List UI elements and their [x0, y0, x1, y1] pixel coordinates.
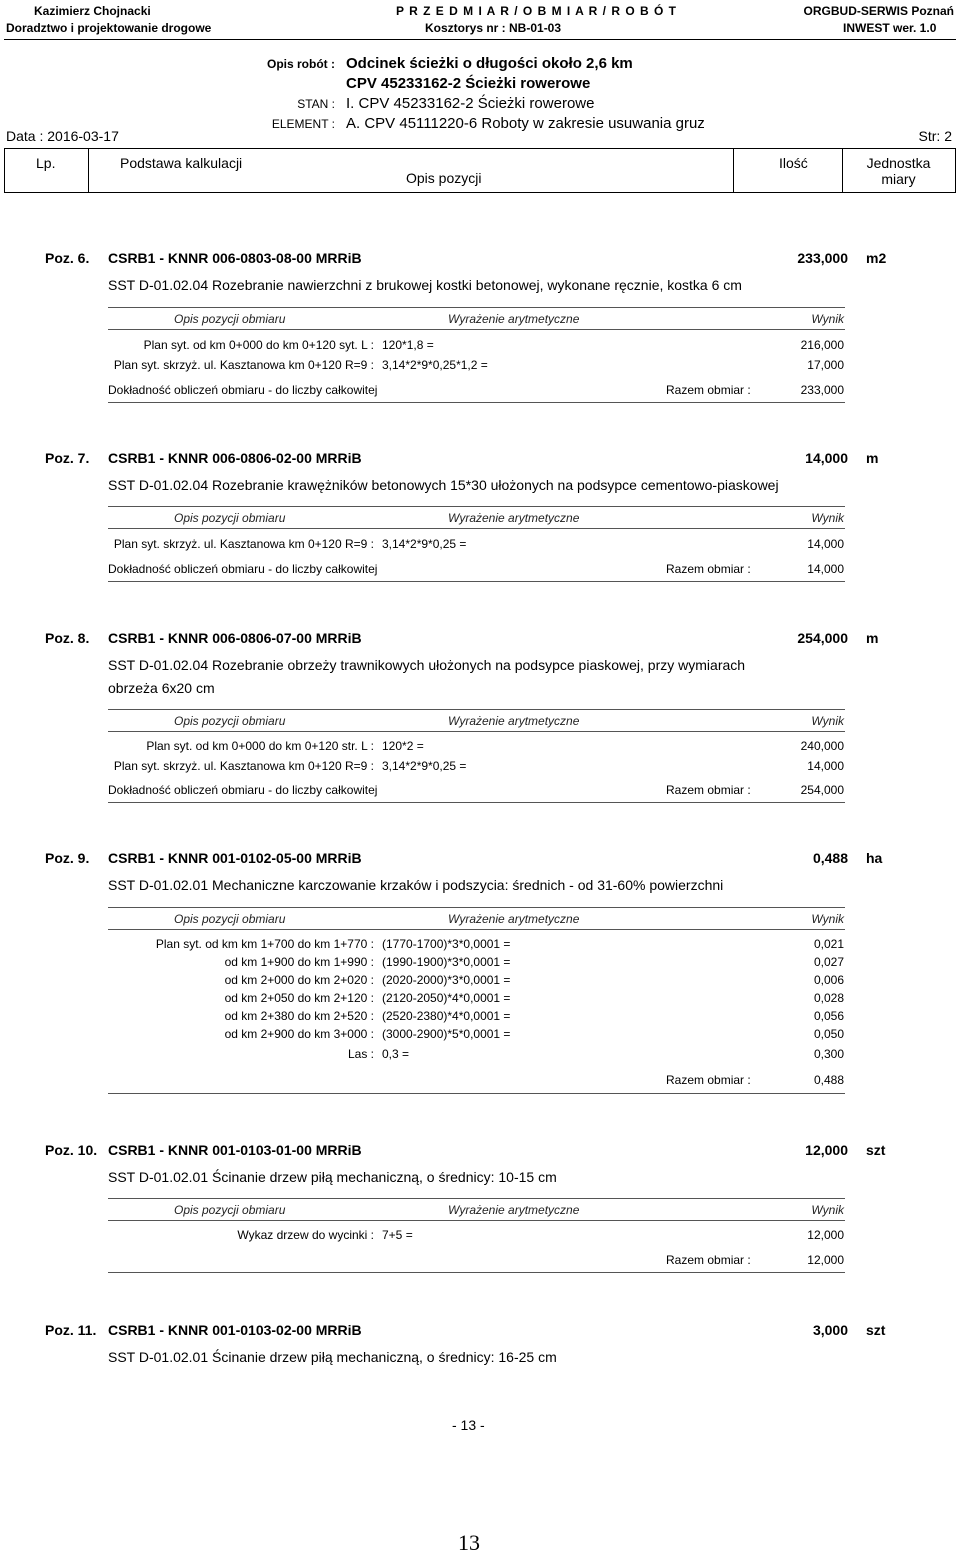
position-number: Poz. 6. [45, 250, 90, 266]
opis-robot-line2: CPV 45233162-2 Ścieżki rowerowe [346, 75, 591, 92]
column-divider [733, 148, 734, 192]
subheader-wyrazenie: Wyrażenie arytmetyczne [448, 912, 580, 926]
total-label: Razem obmiar : [666, 783, 751, 797]
subheader-opis: Opis pozycji obmiaru [174, 912, 286, 926]
subheader-wyrazenie: Wyrażenie arytmetyczne [448, 312, 580, 326]
columns-top-rule [4, 148, 956, 149]
position-description: SST D-01.02.04 Rozebranie nawierzchni z brukowej kostki betonowej, wykonane ręcznie, kostka 6 cm [108, 277, 742, 293]
column-divider [4, 148, 5, 192]
column-opis: Opis pozycji [406, 170, 482, 186]
position-quantity: 254,000 [797, 630, 848, 646]
estimate-number: Kosztorys nr : NB-01-03 [425, 21, 562, 35]
subheader-bottom-rule [108, 731, 845, 732]
position-code: CSRB1 - KNNR 001-0102-05-00 MRRiB [108, 850, 362, 866]
measurement-result: 0,050 [813, 1027, 844, 1041]
measurement-label: od km 2+380 do km 2+520 : [224, 1009, 374, 1023]
opis-robot-line1: Odcinek ścieżki o długości około 2,6 km [346, 55, 633, 72]
total-label: Razem obmiar : [666, 383, 751, 397]
position-code: CSRB1 - KNNR 006-0803-08-00 MRRiB [108, 250, 362, 266]
software-vendor: ORGBUD-SERWIS Poznań [803, 4, 954, 18]
subheader-wynik: Wynik [811, 912, 844, 926]
stan-label: STAN : [297, 97, 335, 111]
subheader-opis: Opis pozycji obmiaru [174, 1203, 286, 1217]
total-rule [108, 402, 845, 403]
measurement-expression: 3,14*2*9*0,25 = [382, 537, 467, 551]
measurement-result: 0,300 [813, 1047, 844, 1061]
position-quantity: 14,000 [805, 450, 848, 466]
position-quantity: 233,000 [797, 250, 848, 266]
measurement-result: 12,000 [807, 1228, 844, 1242]
page-label: Str: 2 [918, 128, 952, 144]
measurement-expression: (2520-2380)*4*0,0001 = [382, 1009, 511, 1023]
subheader-bottom-rule [108, 929, 845, 930]
position-unit: m [866, 450, 879, 466]
measurement-expression: 0,3 = [382, 1047, 410, 1061]
total-label: Razem obmiar : [666, 562, 751, 576]
total-label: Razem obmiar : [666, 1253, 751, 1267]
subheader-top-rule [108, 1198, 845, 1199]
position-number: Poz. 9. [45, 850, 90, 866]
position-quantity: 3,000 [812, 1322, 848, 1338]
measurement-label: Plan syt. od km 0+000 do km 0+120 str. L : [146, 739, 374, 753]
subheader-bottom-rule [108, 329, 845, 330]
total-rule [108, 1093, 845, 1094]
total-label: Razem obmiar : [666, 1073, 751, 1087]
total-value: 0,488 [813, 1073, 844, 1087]
position-description: SST D-01.02.04 Rozebranie obrzeży trawnikowych ułożonych na podsypce piaskowej, przy wymiarach [108, 657, 746, 673]
page-number: 13 [458, 1530, 480, 1555]
element-value: A. CPV 45111220-6 Roboty w zakresie usuwania gruz [346, 115, 705, 132]
measurement-expression: 7+5 = [382, 1228, 413, 1242]
position-code: CSRB1 - KNNR 006-0806-02-00 MRRiB [108, 450, 362, 466]
subheader-wynik: Wynik [811, 312, 844, 326]
position-unit: ha [866, 850, 883, 866]
column-lp: Lp. [36, 155, 56, 171]
position-code: CSRB1 - KNNR 006-0806-07-00 MRRiB [108, 630, 362, 646]
measurement-label: od km 2+900 do km 3+000 : [224, 1027, 374, 1041]
position-description: SST D-01.02.01 Mechaniczne karczowanie krzaków i podszycia: średnich - od 31-60% powierzchni [108, 877, 724, 893]
position-code: CSRB1 - KNNR 001-0103-01-00 MRRiB [108, 1142, 362, 1158]
position-number: Poz. 10. [45, 1142, 98, 1158]
position-description: SST D-01.02.01 Ścinanie drzew piłą mechaniczną, o średnicy: 16-25 cm [108, 1349, 557, 1365]
measurement-result: 0,021 [813, 937, 844, 951]
total-rule [108, 1272, 845, 1273]
measurement-result: 17,000 [807, 358, 844, 372]
position-code: CSRB1 - KNNR 001-0103-02-00 MRRiB [108, 1322, 362, 1338]
measurement-label: Las : [347, 1047, 374, 1061]
measurement-expression: (1990-1900)*3*0,0001 = [382, 955, 511, 969]
author-name: Kazimierz Chojnacki [34, 4, 151, 18]
measurement-label: Plan syt. skrzyż. ul. Kasztanowa km 0+120 R=9 : [113, 759, 374, 773]
accuracy-note: Dokładność obliczeń obmiaru - do liczby całkowitej [108, 383, 378, 397]
total-value: 14,000 [807, 562, 844, 576]
subheader-top-rule [108, 307, 845, 308]
measurement-expression: 120*2 = [382, 739, 424, 753]
measurement-result: 14,000 [807, 759, 844, 773]
position-unit: m2 [866, 250, 887, 266]
position-description: SST D-01.02.01 Ścinanie drzew piłą mechaniczną, o średnicy: 10-15 cm [108, 1169, 557, 1185]
measurement-result: 0,028 [813, 991, 844, 1005]
measurement-label: Wykaz drzew do wycinki : [237, 1228, 374, 1242]
subheader-top-rule [108, 907, 845, 908]
total-value: 233,000 [800, 383, 844, 397]
measurement-label: Plan syt. skrzyż. ul. Kasztanowa km 0+120 R=9 : [113, 358, 374, 372]
document-type: P R Z E D M I A R / O B M I A R / R O B Ó T [396, 4, 678, 18]
document-date: Data : 2016-03-17 [6, 128, 119, 144]
measurement-result: 0,006 [813, 973, 844, 987]
subheader-wynik: Wynik [811, 1203, 844, 1217]
measurement-label: Plan syt. od km km 1+700 do km 1+770 : [155, 937, 374, 951]
total-rule [108, 581, 845, 582]
total-value: 254,000 [800, 783, 844, 797]
subheader-bottom-rule [108, 528, 845, 529]
subheader-top-rule [108, 709, 845, 710]
position-number: Poz. 7. [45, 450, 90, 466]
measurement-expression: (3000-2900)*5*0,0001 = [382, 1027, 511, 1041]
measurement-label: od km 1+900 do km 1+990 : [224, 955, 374, 969]
opis-robot-label: Opis robót : [267, 57, 335, 71]
subheader-wyrazenie: Wyrażenie arytmetyczne [448, 511, 580, 525]
subheader-opis: Opis pozycji obmiaru [174, 714, 286, 728]
measurement-result: 14,000 [807, 537, 844, 551]
position-unit: m [866, 630, 879, 646]
measurement-expression: 3,14*2*9*0,25*1,2 = [382, 358, 488, 372]
position-number: Poz. 8. [45, 630, 90, 646]
accuracy-note: Dokładność obliczeń obmiaru - do liczby całkowitej [108, 783, 378, 797]
position-unit: szt [866, 1322, 886, 1338]
position-number: Poz. 11. [45, 1322, 97, 1338]
subheader-opis: Opis pozycji obmiaru [174, 511, 286, 525]
measurement-expression: (2020-2000)*3*0,0001 = [382, 973, 511, 987]
measurement-label: od km 2+000 do km 2+020 : [224, 973, 374, 987]
column-divider [955, 148, 956, 192]
stan-value: I. CPV 45233162-2 Ścieżki rowerowe [346, 95, 595, 112]
position-description: SST D-01.02.04 Rozebranie krawężników betonowych 15*30 ułożonych na podsypce cementowo-piaskowej [108, 477, 779, 493]
software-version: INWEST wer. 1.0 [843, 21, 937, 35]
measurement-label: Plan syt. od km 0+000 do km 0+120 syt. L : [143, 338, 374, 352]
subheader-wyrazenie: Wyrażenie arytmetyczne [448, 714, 580, 728]
position-quantity: 0,488 [812, 850, 848, 866]
measurement-result: 0,056 [813, 1009, 844, 1023]
measurement-result: 216,000 [800, 338, 844, 352]
subheader-wyrazenie: Wyrażenie arytmetyczne [448, 1203, 580, 1217]
subheader-top-rule [108, 506, 845, 507]
position-quantity: 12,000 [805, 1142, 848, 1158]
column-miary: miary [881, 171, 916, 187]
total-rule [108, 802, 845, 803]
position-description-cont: obrzeża 6x20 cm [108, 680, 215, 696]
measurement-expression: 3,14*2*9*0,25 = [382, 759, 467, 773]
column-ilosc: Ilość [779, 155, 808, 171]
columns-bottom-rule [4, 192, 956, 193]
subheader-opis: Opis pozycji obmiaru [174, 312, 286, 326]
column-podstawa: Podstawa kalkulacji [120, 155, 243, 171]
measurement-label: od km 2+050 do km 2+120 : [224, 991, 374, 1005]
subheader-wynik: Wynik [811, 511, 844, 525]
column-divider [88, 148, 89, 192]
measurement-result: 240,000 [800, 739, 844, 753]
measurement-expression: (1770-1700)*3*0,0001 = [382, 937, 511, 951]
column-jednostka: Jednostka [866, 155, 931, 171]
header-divider [4, 39, 956, 40]
measurement-expression: 120*1,8 = [382, 338, 434, 352]
measurement-result: 0,027 [813, 955, 844, 969]
subheader-bottom-rule [108, 1220, 845, 1221]
accuracy-note: Dokładność obliczeń obmiaru - do liczby całkowitej [108, 562, 378, 576]
author-subtitle: Doradztwo i projektowanie drogowe [6, 21, 212, 35]
element-label: ELEMENT : [271, 117, 335, 131]
position-unit: szt [866, 1142, 886, 1158]
total-value: 12,000 [807, 1253, 844, 1267]
subheader-wynik: Wynik [811, 714, 844, 728]
measurement-label: Plan syt. skrzyż. ul. Kasztanowa km 0+120 R=9 : [113, 537, 374, 551]
page-marker: - 13 - [452, 1417, 485, 1433]
measurement-expression: (2120-2050)*4*0,0001 = [382, 991, 511, 1005]
